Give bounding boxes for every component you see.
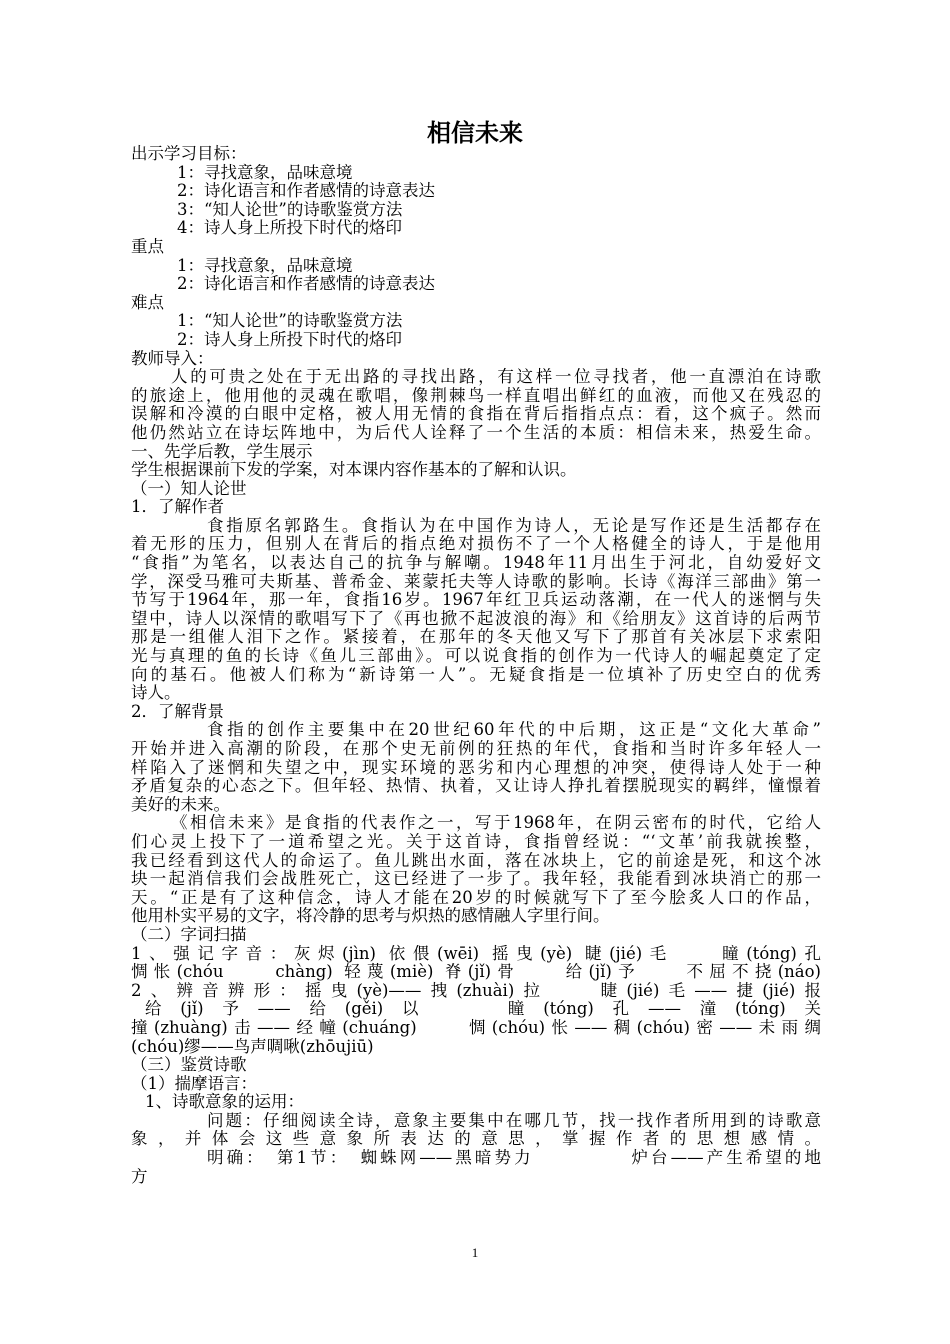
text-line: 误解和冷漠的白眼中定格，被人用无情的食指在背后指指点点：看，这个疯子。然而	[131, 404, 821, 424]
text-line: 2．了解背景	[131, 701, 224, 721]
text-line: 我已经看到这代人的命运了。鱼儿跳出水面，落在冰块上，它的前途是死，和这个冰	[131, 850, 821, 870]
text-line: 开始并进入高潮的阶段，在那个史无前例的狂热的年代，食指和当时许多年轻人一	[131, 739, 821, 758]
text-line: 节写于1964年，那一年，食指16岁。1967年红卫兵运动落潮，在一代人的迷惘与失	[131, 590, 821, 610]
text-line: 2、辨音辨形：摇曳(yè)——拽(zhuài)拉 睫(jié)毛——捷(jié)报	[131, 980, 821, 1000]
text-line: 诗人。	[131, 683, 181, 703]
text-line: 着无形的压力，但别人在背后的指点绝对损伤不了一个人格健全的诗人，于是他用	[131, 534, 821, 554]
text-line: 他仍然站立在诗坛阵地中，为后代人诠释了一个生活的本质：相信未来，热爱生命。	[131, 422, 821, 442]
text-line: 3：“知人论世”的诗歌鉴赏方法	[177, 199, 403, 219]
text-line: 给(jǐ)予——给(gěi)以 瞳(tóng)孔——潼(tóng)关	[145, 999, 821, 1019]
text-line: 们心灵上投下了一道希望之光。关于这首诗，食指曾经说：“‘文革’前我就挨整，	[131, 831, 821, 851]
text-line: 食指的创作主要集中在20世纪60年代的中后期，这正是“文化大革命”	[207, 720, 821, 740]
document-body	[131, 145, 821, 1186]
text-line: 2：诗人身上所投下时代的烙印	[177, 329, 402, 349]
text-line: 1、强记字音：灰烬(jìn) 依偎(wēi) 摇曳(yè) 睫(jié)毛 瞳(tóng)孔	[131, 943, 821, 963]
text-line: 美好的未来。	[131, 794, 230, 814]
text-line: 学，深受马雅可夫斯基、普希金、莱蒙托夫等人诗歌的影响。长诗《海洋三部曲》第一	[131, 571, 821, 591]
text-line: 望中，诗人以深情的歌唱写下了《再也掀不起波浪的海》和《给朋友》这首诗的后两节	[131, 608, 821, 628]
text-line: 4：诗人身上所投下时代的烙印	[177, 218, 402, 238]
text-line: 出示学习目标：	[131, 144, 247, 163]
text-line: 1：“知人论世”的诗歌鉴赏方法	[177, 311, 403, 331]
text-line: 2：诗化语言和作者感情的诗意表达	[177, 181, 435, 201]
text-line: 光与真理的鱼的长诗《鱼儿三部曲》。可以说食指的创作为一代诗人的崛起奠定了定	[131, 646, 821, 666]
text-line: 《相信未来》是食指的代表作之一，写于1968年，在阴云密布的时代，它给人	[171, 813, 821, 833]
text-line: 1．了解作者	[131, 497, 224, 517]
text-line: 向的基石。他被人们称为“新诗第一人”。无疑食指是一位填补了历史空白的优秀	[131, 664, 821, 684]
text-line: 矛盾复杂的心态之下。但年轻、热情、执着，又让诗人挣扎着摆脱现实的羁绊，憧憬着	[131, 776, 821, 796]
text-line: （二）字词扫描	[131, 924, 247, 944]
document-title: 相信未来	[427, 119, 523, 147]
text-line: 样陷入了迷惘和失望之中，现实环境的恶劣和内心理想的冲突，使得诗人处于一种	[131, 757, 821, 777]
text-line: 1：寻找意象，品味意境	[177, 162, 353, 182]
text-line: 惆怅(chóu chàng) 轻蔑(miè) 脊(jǐ)骨 给(jǐ)予 不屈不挠(náo)	[131, 962, 821, 982]
text-line: 食指原名郭路生。食指认为在中国作为诗人，无论是写作还是生活都存在	[207, 515, 821, 535]
page-number: 1	[471, 1245, 479, 1260]
text-line: 1、诗歌意象的运用：	[145, 1092, 304, 1112]
text-line: 问题：仔细阅读全诗，意象主要集中在哪几节，找一找作者所用到的诗歌意	[207, 1110, 821, 1130]
text-line: 他用朴实平易的文字，将冷静的思考与炽热的感情融人字里行间。	[131, 906, 610, 926]
text-line: 象，并体会这些意象所表达的意思，掌握作者的思想感情。	[131, 1129, 821, 1149]
text-line: 一、先学后教，学生展示	[131, 441, 313, 461]
text-line: (chóu)缪——鸟声啁啾(zhōujiū)	[131, 1036, 374, 1056]
text-line: （三）鉴赏诗歌	[131, 1055, 247, 1075]
text-line: 的旅途上，他用他的灵魂在歌唱，像荆棘鸟一样直唱出鲜红的血液，而他又在残忍的	[131, 385, 821, 405]
text-line: 重点	[131, 236, 164, 256]
text-line: 那是一组催人泪下之作。紧接着，在那年的冬天他又写下了那首有关冰层下求索阳	[131, 627, 821, 647]
text-line: （一）知人论世	[131, 478, 247, 498]
text-line: 学生根据课前下发的学案，对本课内容作基本的了解和认识。	[131, 460, 577, 480]
text-line: 难点	[131, 292, 164, 312]
text-line: 1：寻找意象，品味意境	[177, 255, 353, 275]
text-line: 撞(zhuàng)击——经幢(chuáng) 惆(chóu)怅——稠(chóu)密——未雨绸	[131, 1017, 821, 1037]
text-line: “食指”为笔名，以表达自己的抗争与解嘲。1948年11月出生于河北，自幼爱好文	[131, 553, 821, 573]
text-line: 明确： 第1节： 蜘蛛网——黑暗势力 炉台——产生希望的地	[207, 1148, 821, 1168]
text-line: 教师导入：	[131, 348, 214, 368]
text-line: 块一起消信我们会战胜死亡，这已经进了一步了。我年轻，我能看到冰块消亡的那一	[131, 869, 821, 889]
text-line: 2：诗化语言和作者感情的诗意表达	[177, 274, 435, 294]
text-line: 人的可贵之处在于无出路的寻找出路，有这样一位寻找者，他一直漂泊在诗歌	[171, 367, 821, 387]
text-line: （1）揣摩语言：	[131, 1073, 257, 1093]
text-line: 方	[131, 1166, 148, 1186]
text-line: 天。“正是有了这种信念，诗人才能在20岁的时候就写下了至今脍炙人口的作品，	[131, 887, 821, 907]
